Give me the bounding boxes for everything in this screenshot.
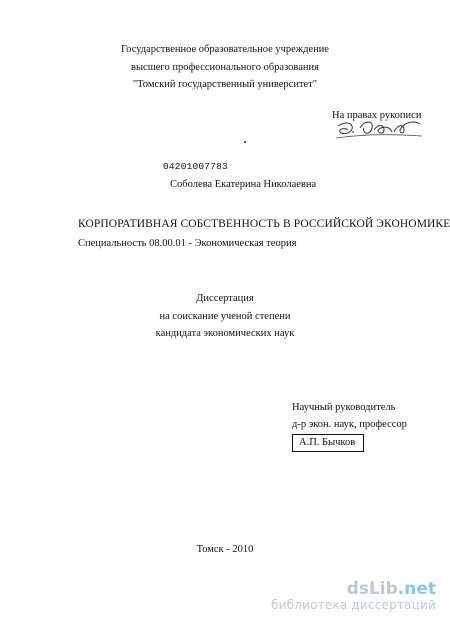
author-name: Соболева Екатерина Николаевна bbox=[170, 179, 317, 190]
site-watermark bbox=[271, 580, 436, 612]
watermark-logo-tld: .net bbox=[397, 579, 436, 599]
institution-line-1: Государственное образовательное учреждение bbox=[121, 44, 329, 55]
registration-number: 04201007783 bbox=[163, 161, 228, 172]
institution-line-2: высшего профессионального образования bbox=[131, 62, 319, 73]
supervisor-label: Научный руководитель bbox=[292, 402, 396, 413]
watermark-logo bbox=[271, 580, 436, 598]
stray-mark bbox=[244, 141, 246, 143]
supervisor-degree: д-р экон. наук, профессор bbox=[292, 419, 407, 430]
institution-line-3: "Томский государственный университет" bbox=[132, 79, 318, 90]
dissertation-type: Диссертация bbox=[196, 293, 254, 304]
specialty-line: Специальность 08.00.01 - Экономическая теория bbox=[78, 238, 297, 249]
handwritten-signature bbox=[334, 116, 424, 140]
place-and-year: Томск - 2010 bbox=[196, 544, 254, 555]
watermark-subtitle: библиотека диссертаций bbox=[271, 598, 436, 612]
degree-line-1: на соискание ученой степени bbox=[159, 311, 291, 322]
degree-line-2: кандидата экономических наук bbox=[155, 328, 295, 339]
dissertation-title: КОРПОРАТИВНАЯ СОБСТВЕННОСТЬ В РОССИЙСКОЙ ЭКОНОМИКЕ bbox=[78, 218, 450, 230]
manuscript-rights-label: На правах рукописи bbox=[332, 110, 422, 121]
supervisor-name: А.П. Бычков bbox=[292, 434, 364, 452]
watermark-logo-main: dsLib bbox=[346, 579, 398, 599]
